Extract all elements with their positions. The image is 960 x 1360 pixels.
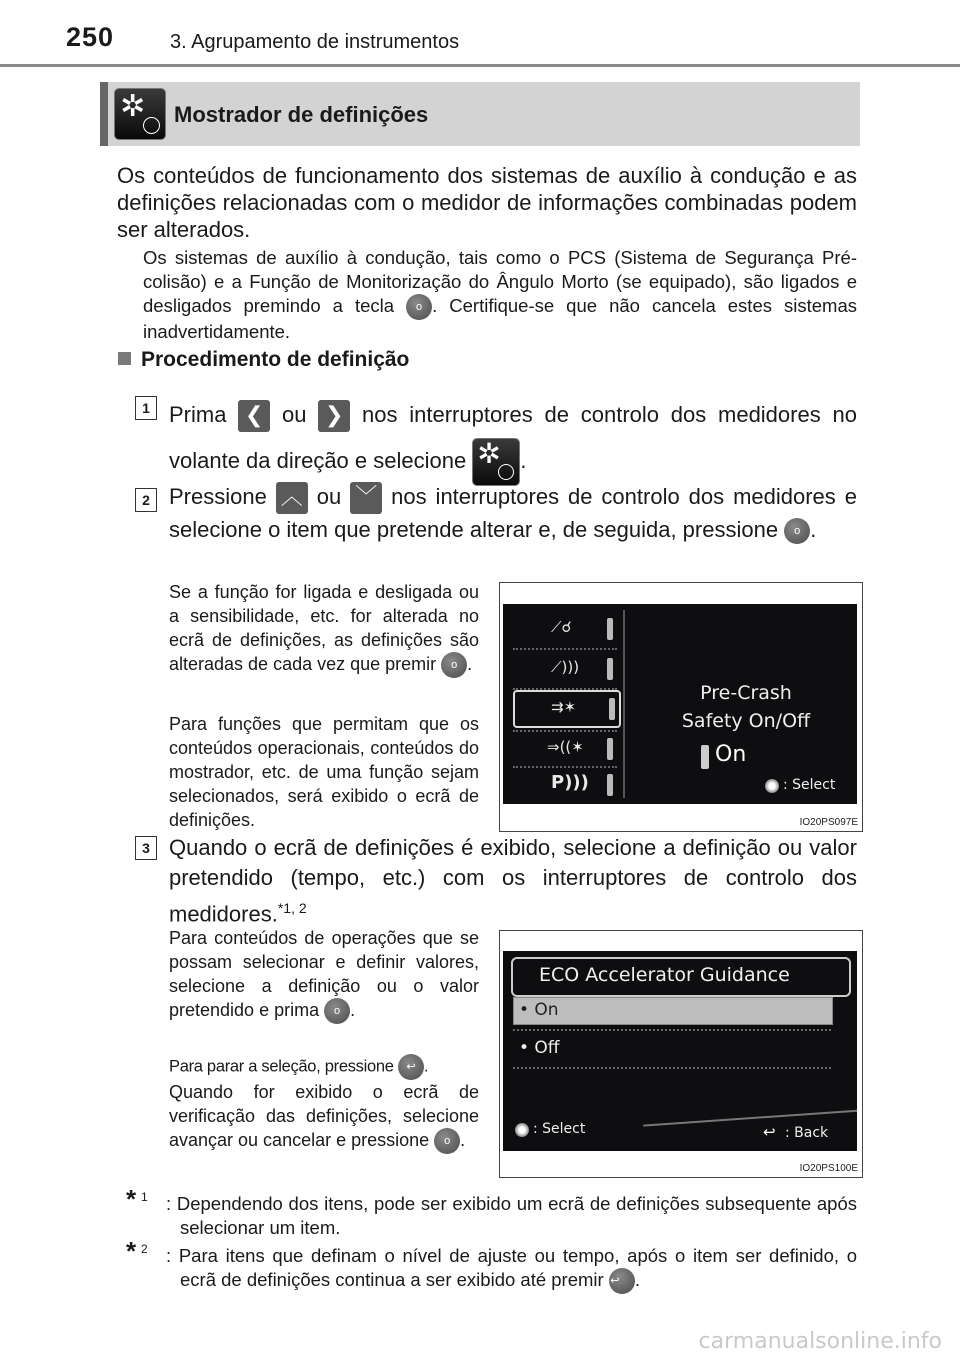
screen1-title-2: Safety On/Off [681, 710, 811, 732]
step-3-note-b [169, 1054, 489, 1080]
chapter-title: 3. Agrupamento de instrumentos [170, 31, 460, 53]
step-number-2: 2 [135, 488, 157, 512]
footnote-2-text-b: . [634, 1269, 640, 1290]
lane-assist-icon: ⟋☌ [551, 618, 572, 636]
ok-button-icon: o [406, 294, 432, 320]
watermark: carmanualsonline.info [698, 1329, 942, 1354]
footnote-2 [126, 1236, 857, 1298]
menu-item-parking [513, 768, 617, 802]
settings-icon-inline [472, 438, 520, 486]
parking-sensor-icon: P))) [551, 772, 589, 793]
intro-paragraph: Os conteúdos de funcionamento dos sistemas de auxílio à condução e as definições relacionadas com o medidor de informações combinadas podem ser alterados. [117, 163, 857, 242]
settings-icon [114, 88, 166, 140]
step-1-text-b: ou [281, 402, 307, 427]
section-title: Mostrador de definições [174, 102, 429, 127]
ok-button-icon: o [441, 652, 467, 678]
step-3-note-a-end: . [350, 1000, 356, 1020]
back-button-icon: ↩ [398, 1054, 424, 1080]
footnote-2-text-a: : Para itens que definam o nível de ajuste ou tempo, após o item ser definido, o ecrã de definições continua a ser exibido até premir [166, 1245, 857, 1290]
up-arrow-button-icon: ︿ [276, 482, 308, 514]
footnote-2-sup: 2 [141, 1242, 148, 1256]
radar-cruise-icon: ⇒((✶ [547, 738, 584, 756]
ok-button-icon: o [784, 518, 810, 544]
step-number-3: 3 [135, 836, 157, 860]
step-3-note-c-end: . [460, 1130, 466, 1150]
screen2-title: ECO Accelerator Guidance [539, 964, 790, 986]
footnote-1-sup: 1 [141, 1190, 148, 1204]
footnote-1-mark: * [126, 1184, 137, 1214]
back-arrow-icon: ↩ [763, 1123, 776, 1141]
step-2-text-c: nos interruptores de controlo dos medidores e selecione o item que pretende alterar e, de seguida, pressione [169, 484, 857, 543]
screen1-select-label: : Select [783, 777, 836, 793]
step-2 [169, 481, 857, 545]
step-3-note-c-text: Quando for exibido o ecrã de verificação das definições, selecione avançar ou cancelar e pressione [169, 1082, 479, 1150]
step-3-note-b-text: Para parar a seleção, pressione [169, 1057, 394, 1076]
step-3-note-b-end: . [423, 1057, 429, 1076]
clock-icon [143, 117, 160, 134]
section-header [100, 82, 860, 146]
step-3-note-c [169, 1080, 479, 1154]
step-2-note-a [169, 580, 479, 678]
step-3-note-a-text: Para conteúdos de operações que se possam selecionar e definir valores, selecione a definição ou o valor pretendido e prima [169, 928, 479, 1020]
left-arrow-button-icon: ❮ [238, 400, 270, 432]
procedure-title: Procedimento de definição [141, 348, 410, 371]
menu-indicator [607, 738, 613, 760]
step-2-text-d: . [810, 517, 817, 543]
menu-item-radar [513, 732, 617, 766]
header-rule [0, 64, 960, 67]
footnote-2-text [166, 1244, 857, 1294]
screen2-option-off: • Off [519, 1038, 560, 1058]
figure-caption-1: IO20PS097E [799, 817, 858, 828]
figure-caption-2: IO20PS100E [799, 1163, 858, 1174]
step-2-note-b: Para funções que permitam que os conteúdos operacionais, conteúdos do mostrador, etc. de uma função sejam selecionados, será exibido o ecrã de definições. [169, 714, 479, 830]
intro-note [143, 246, 857, 344]
option-divider [513, 1067, 831, 1071]
menu-item-lane [513, 612, 617, 646]
page-number: 250 [66, 22, 115, 52]
procedure-heading [118, 348, 409, 372]
gear-icon: ✲ [120, 89, 146, 124]
footnote-1 [126, 1184, 857, 1238]
figure-pre-crash-screen [499, 582, 863, 832]
menu-item-pre-crash [513, 690, 621, 728]
toggle-indicator [701, 745, 709, 769]
menu-separator [623, 610, 625, 798]
menu-indicator [607, 618, 613, 640]
footnote-2-mark: * [126, 1236, 137, 1266]
option-on-row [513, 997, 833, 1025]
step-3-text: Quando o ecrã de definições é exibido, selecione a definição ou valor pretendido (tempo, etc.) com os interruptores de controlo dos medidores. [169, 835, 857, 927]
option-divider [513, 1029, 831, 1033]
clock-icon [498, 464, 514, 480]
step-number-1: 1 [135, 396, 157, 420]
gear-icon: ✲ [477, 437, 501, 471]
step-2-text-b: ou [316, 484, 342, 509]
step-1-text-a: Prima [169, 402, 227, 427]
pre-crash-icon: ⇉✶ [551, 698, 577, 716]
select-dial-icon [515, 1123, 529, 1137]
step-2-text-a: Pressione [169, 484, 267, 509]
intro-note-text-end: . Certifique-se que não cancela estes sistemas inadvertidamente. [143, 295, 858, 343]
menu-item-sway [513, 652, 617, 686]
pre-crash-display [503, 604, 857, 804]
step-3-note-a [169, 926, 479, 1024]
screen1-title-1: Pre-Crash [700, 682, 792, 704]
step-1-text-c: nos interruptores de controlo dos medidores no volante da direção e selecione [169, 402, 857, 473]
ok-button-icon: o [324, 998, 350, 1024]
select-dial-icon [765, 779, 779, 793]
screen2-back-label: : Back [785, 1125, 829, 1141]
eco-display [503, 951, 857, 1151]
screen2-select-label: : Select [533, 1121, 586, 1137]
down-arrow-button-icon: ﹀ [350, 482, 382, 514]
lane-sway-icon: ⟋))) [551, 658, 580, 676]
menu-indicator [607, 774, 613, 796]
step-2-note-a-end: . [467, 654, 473, 674]
screen1-value: On [715, 742, 747, 767]
step-3-footnote-ref: *1, 2 [277, 900, 307, 916]
square-bullet-icon [118, 352, 131, 365]
ok-button-icon: o [434, 1128, 460, 1154]
parking-label: P [551, 772, 565, 793]
footnote-1-text: : Dependendo dos itens, pode ser exibido um ecrã de definições subsequente após selecionar um item. [166, 1193, 857, 1238]
step-2-note-a-text: Se a função for ligada e desligada ou a sensibilidade, etc. for alterada no ecrã de definições, as definições são alteradas de cada vez que premir [169, 582, 479, 674]
step-1 [169, 392, 857, 486]
section-header-bar [100, 82, 108, 146]
menu-indicator [609, 698, 615, 720]
screen2-option-on: • On [519, 1000, 559, 1020]
menu-indicator [607, 658, 613, 680]
figure-eco-screen [499, 930, 863, 1178]
step-3 [169, 833, 857, 929]
intro-note-text: Os sistemas de auxílio à condução, tais como o PCS (Sistema de Segurança Pré-colisão) e a Função de Monitorização do Ângulo Morto (se equipado), são ligados e desligados premindo a tecla [143, 247, 857, 316]
right-arrow-button-icon: ❯ [318, 400, 350, 432]
step-1-text-d: . [520, 448, 527, 473]
back-button-icon: ↩ [609, 1268, 635, 1294]
